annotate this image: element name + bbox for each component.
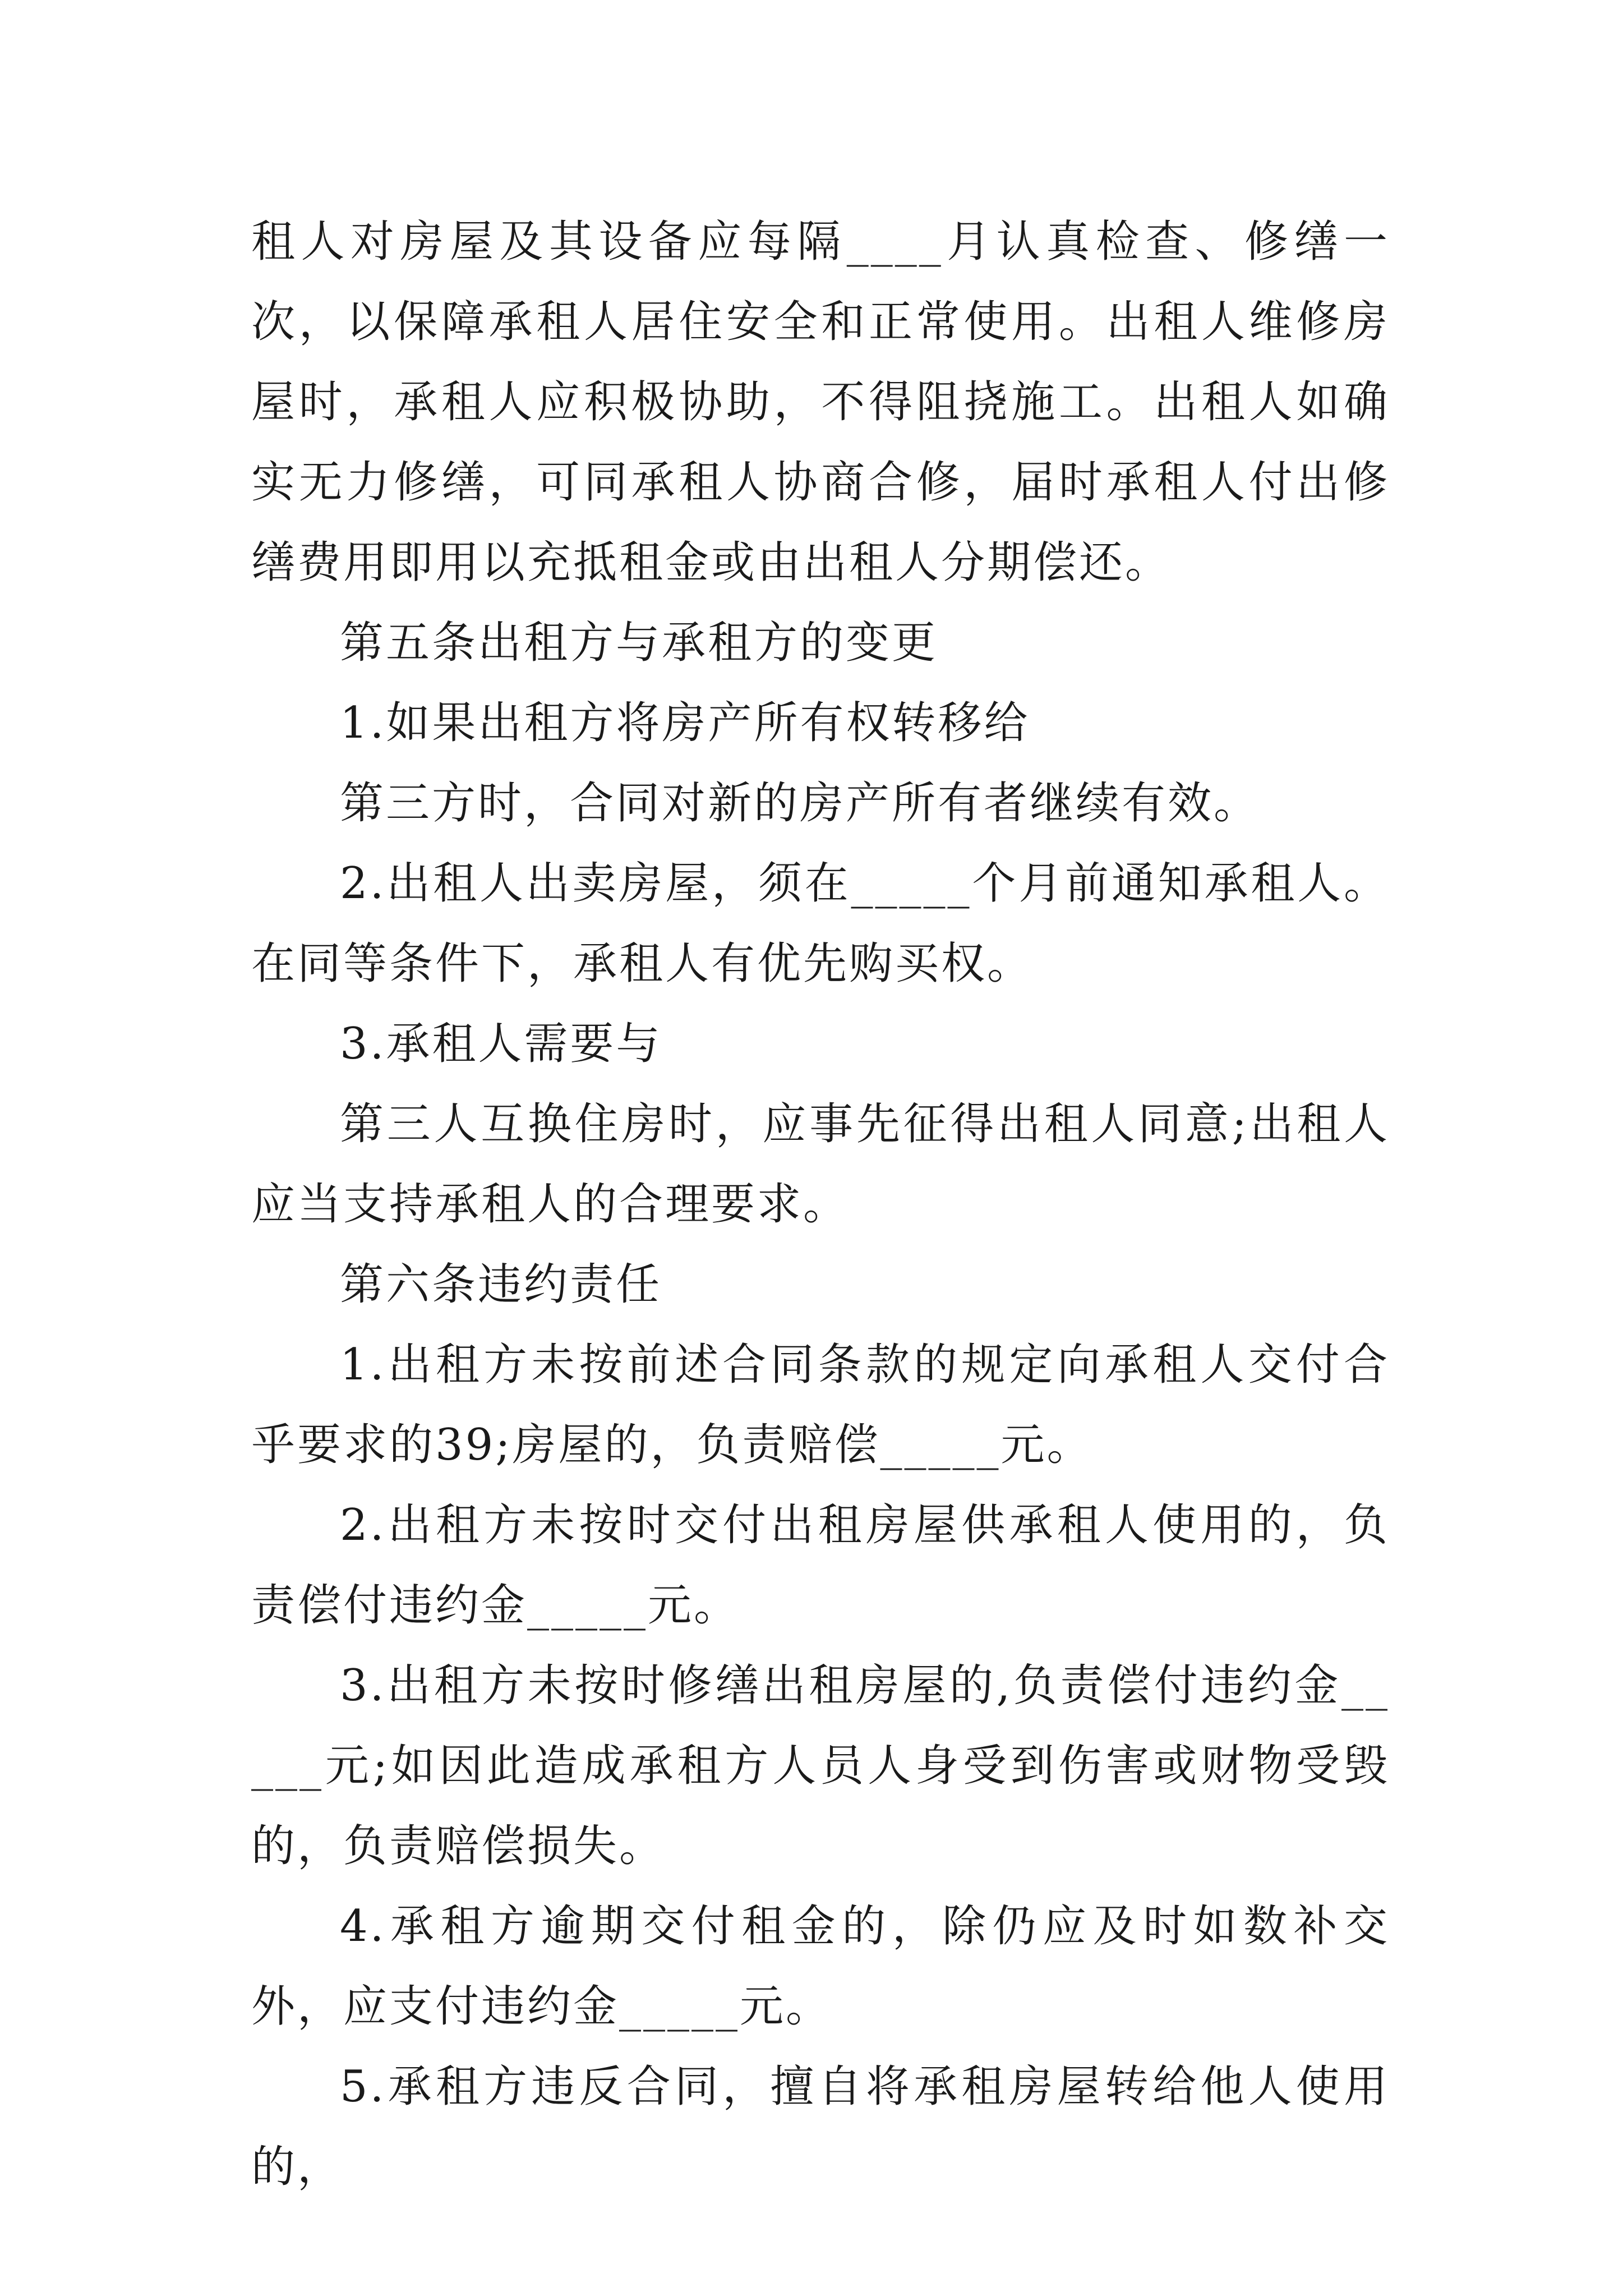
paragraph-6-3: 3.出租方未按时修缮出租房屋的,负责偿付违约金_____元;如因此造成承租方人员人身受到伤害或财物受毁的，负责赔偿损失。 — [251, 1660, 1390, 1871]
paragraph-6-2: 2.出租方未按时交付出租房屋供承租人使用的，负责偿付违约金_____元。 — [251, 1500, 1390, 1631]
paragraph-5-3-continued: 第三人互换住房时，应事先征得出租人同意;出租人应当支持承租人的合理要求。 — [251, 1099, 1390, 1230]
document-body — [251, 202, 1390, 2207]
paragraph-5-1: 1.如果出租方将房产所有权转移给 — [340, 698, 1030, 748]
paragraph-5-3: 3.承租人需要与 — [340, 1019, 662, 1069]
paragraph-repair-clause: 租人对房屋及其设备应每隔____月认真检查、修缮一次，以保障承租人居住安全和正常使用。出租人维修房屋时，承租人应积极协助，不得阻挠施工。出租人如确实无力修缮，可同承租人协商合修，届时承租人付出修缮费用即用以充抵租金或由出租人分期偿还。 — [251, 217, 1390, 588]
paragraph-5-2: 2.出租人出卖房屋，须在_____个月前通知承租人。在同等条件下，承租人有优先购买权。 — [251, 858, 1390, 989]
paragraph-6-1: 1.出租方未按前述合同条款的规定向承租人交付合乎要求的39;房屋的，负责赔偿_____元。 — [251, 1340, 1390, 1470]
paragraph-5-1-continued: 第三方时，合同对新的房产所有者继续有效。 — [340, 778, 1260, 829]
paragraph-6-4: 4.承租方逾期交付租金的，除仍应及时如数补交外，应支付违约金_____元。 — [251, 1901, 1390, 2032]
heading-article-5: 第五条出租方与承租方的变更 — [340, 618, 938, 668]
paragraph-6-5: 5.承租方违反合同，擅自将承租房屋转给他人使用的， — [251, 2062, 1390, 2192]
heading-article-6: 第六条违约责任 — [340, 1259, 662, 1310]
